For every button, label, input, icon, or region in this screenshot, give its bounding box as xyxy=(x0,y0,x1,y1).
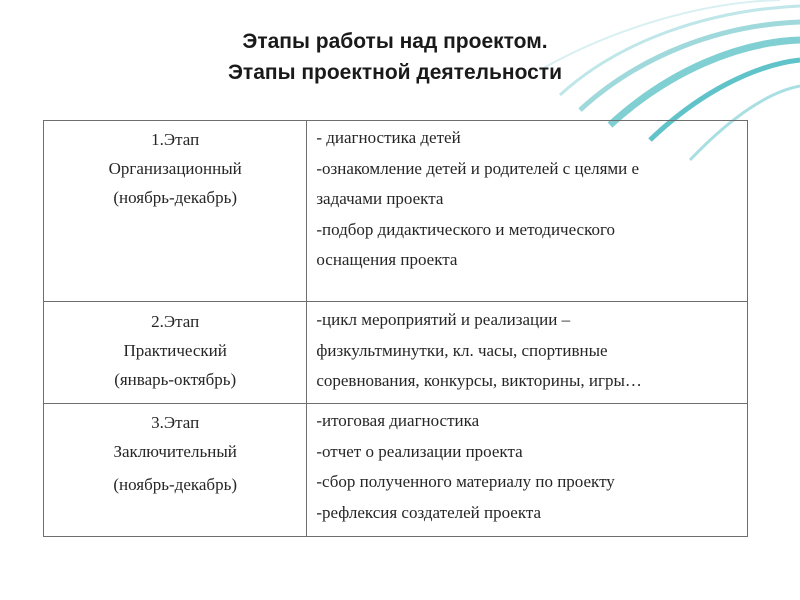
table-row xyxy=(44,302,748,404)
description-line: соревнования, конкурсы, викторины, игры… xyxy=(316,371,642,390)
description-line: - диагностика детей xyxy=(316,128,461,147)
stage-name: Практический xyxy=(123,341,227,360)
stage-description-cell xyxy=(307,121,748,302)
table-row xyxy=(44,121,748,302)
stage-number: 2.Этап xyxy=(151,312,200,331)
description-line: -итоговая диагностика xyxy=(316,411,480,430)
stage-period: (ноябрь-декабрь) xyxy=(113,188,237,207)
stage-cell xyxy=(44,404,307,537)
description-line: задачами проекта xyxy=(316,189,444,208)
stage-name: Организационный xyxy=(108,159,242,178)
stage-period: (январь-октябрь) xyxy=(114,370,237,389)
description-line: -ознакомление детей и родителей с целями е xyxy=(316,158,640,178)
description-line: -цикл мероприятий и реализации – xyxy=(316,310,571,329)
description-line: физкультминутки, кл. часы, спортивные xyxy=(316,340,608,360)
stage-name: Заключительный xyxy=(113,442,237,461)
project-stages-table xyxy=(43,120,748,537)
description-line: оснащения проекта xyxy=(316,250,458,269)
description-line: -подбор дидактического и методического xyxy=(316,219,616,239)
stage-cell xyxy=(44,302,307,404)
description-line: -рефлексия создателей проекта xyxy=(316,502,542,522)
title-line-2: Этапы проектной деятельности xyxy=(227,61,562,84)
description-line: -отчет о реализации проекта xyxy=(316,441,523,461)
title-line-1: Этапы работы над проектом. xyxy=(242,30,548,53)
page-title xyxy=(0,26,800,88)
stage-description-cell xyxy=(307,302,748,404)
stage-number: 1.Этап xyxy=(151,130,200,149)
stage-period: (ноябрь-декабрь) xyxy=(113,475,237,494)
table-row xyxy=(44,404,748,537)
stage-number: 3.Этап xyxy=(151,413,200,432)
stage-description-cell xyxy=(307,404,748,537)
description-line: -сбор полученного материалу по проекту xyxy=(316,472,615,491)
stage-cell xyxy=(44,121,307,302)
